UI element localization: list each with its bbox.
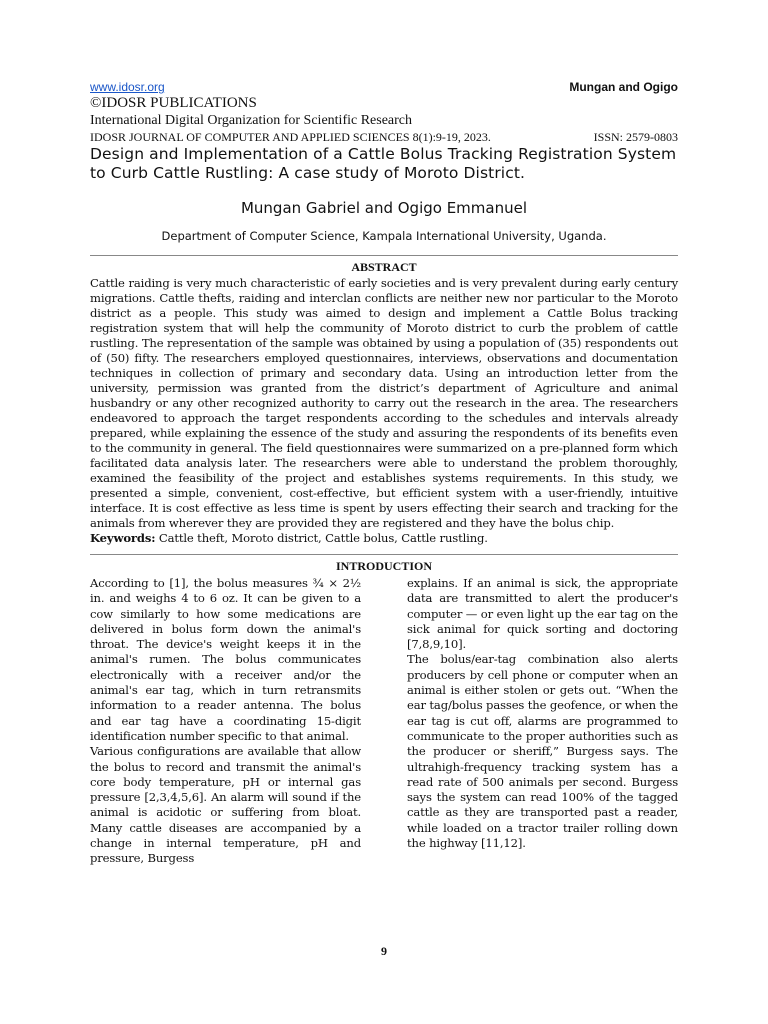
page-number: 9	[381, 944, 387, 958]
left-column	[90, 576, 361, 867]
journal-info	[90, 130, 678, 145]
keywords	[90, 531, 678, 546]
keywords-list: Cattle theft, Moroto district, Cattle bolus, Cattle rustling.	[158, 531, 488, 545]
paragraph: According to [1], the bolus measures ¾ × 2½ in. and weighs 4 to 6 oz. It can be given to a cow similarly to how some medications are delivered in bolus form down the animal's throat. The device's weight keeps it in the animal's rumen. The bolus communicates electronically with a receiver and/or the animal's ear tag, which in turn retransmits information to a reader antenna. The bolus and ear tag have a coordinating 15-digit identification number specific to that animal.	[90, 576, 361, 743]
author-affiliation: Department of Computer Science, Kampala International University, Uganda.	[161, 229, 607, 243]
introduction-body	[90, 576, 678, 867]
issn: ISSN: 2579-0803	[593, 130, 678, 144]
right-column	[407, 576, 678, 867]
journal-url-link[interactable]: www.idosr.org	[90, 80, 165, 94]
organization-name: International Digital Organization for Scientific Research	[90, 113, 413, 128]
paragraph: The bolus/ear-tag combination also alerts producers by cell phone or computer when an animal is either stolen or gets out. “When the ear tag/bolus passes the geofence, or when the ear tag is cut off, alarms are programmed to communicate to the proper authorities such as the producer or sheriff,” Burgess says. The ultrahigh-frequency tracking system has a read rate of 500 animals per second. Burgess says the system can read 100% of the tagged cattle as they are transported past a reader, while loaded on a tractor trailer rolling down the highway [11,12].	[407, 652, 678, 851]
publisher-name: ©IDOSR PUBLICATIONS	[90, 95, 257, 111]
abstract-text: Cattle raiding is very much characteristic of early societies and is very prevalent during early century migrations. Cattle thefts, raiding and interclan conflicts are neither new nor particular to the Moroto district as a people. This study was aimed to design and implement a Cattle Bolus tracking registration system that will help the community of Moroto district to curb the problem of cattle rustling. The representation of the sample was obtained by using a population of (35) respondents out of (50) fifty. The researchers employed questionnaires, interviews, observations and documentation techniques in collection of primary and secondary data. Using an introduction letter from the university, permission was granted from the district’s department of Agriculture and animal husbandry or any other recognized authority to carry out the research in the area. The researchers endeavored to approach the target respondents according to the schedules and intervals already prepared, while explaining the essence of the study and assuring the respondents of its benefits even to the community in general. The field questionnaires were summarized on a pre-planned form which facilitated data analysis later. The researchers were able to understand the problem thoroughly, examined the feasibility of the project and establishes systems requirements. In this study, we presented a simple, convenient, cost-effective, but efficient system with a user-friendly, intuitive interface. It is cost effective as less time is spent by users effecting their search and tracking for the animals from wherever they are provided they are registered and they have the bolus chip.	[90, 276, 678, 530]
article-page	[90, 80, 678, 867]
divider	[90, 554, 678, 555]
journal-citation: IDOSR JOURNAL OF COMPUTER AND APPLIED SCIENCES 8(1):9-19, 2023.	[90, 130, 491, 144]
article-title: Design and Implementation of a Cattle Bolus Tracking Registration System to Curb Cattle Rustling: A case study of Moroto District.	[90, 145, 677, 182]
paragraph: Various configurations are available that allow the bolus to record and transmit the animal's core body temperature, pH or internal gas pressure [2,3,4,5,6]. An alarm will sound if the animal is acidotic or suffering from bloat. Many cattle diseases are accompanied by a change in internal temperature, pH and pressure, Burgess	[90, 744, 361, 866]
divider	[90, 255, 678, 256]
article-authors: Mungan Gabriel and Ogigo Emmanuel	[240, 199, 528, 217]
running-authors: Mungan and Ogigo	[569, 80, 678, 94]
keywords-label: Keywords:	[90, 531, 156, 545]
running-header	[90, 80, 678, 94]
abstract-heading: ABSTRACT	[351, 260, 417, 274]
introduction-heading: INTRODUCTION	[335, 559, 432, 573]
paragraph: explains. If an animal is sick, the appropriate data are transmitted to alert the producer's computer — or even light up the ear tag on the sick animal for quick sorting and doctoring [7,8,9,10].	[407, 576, 678, 652]
